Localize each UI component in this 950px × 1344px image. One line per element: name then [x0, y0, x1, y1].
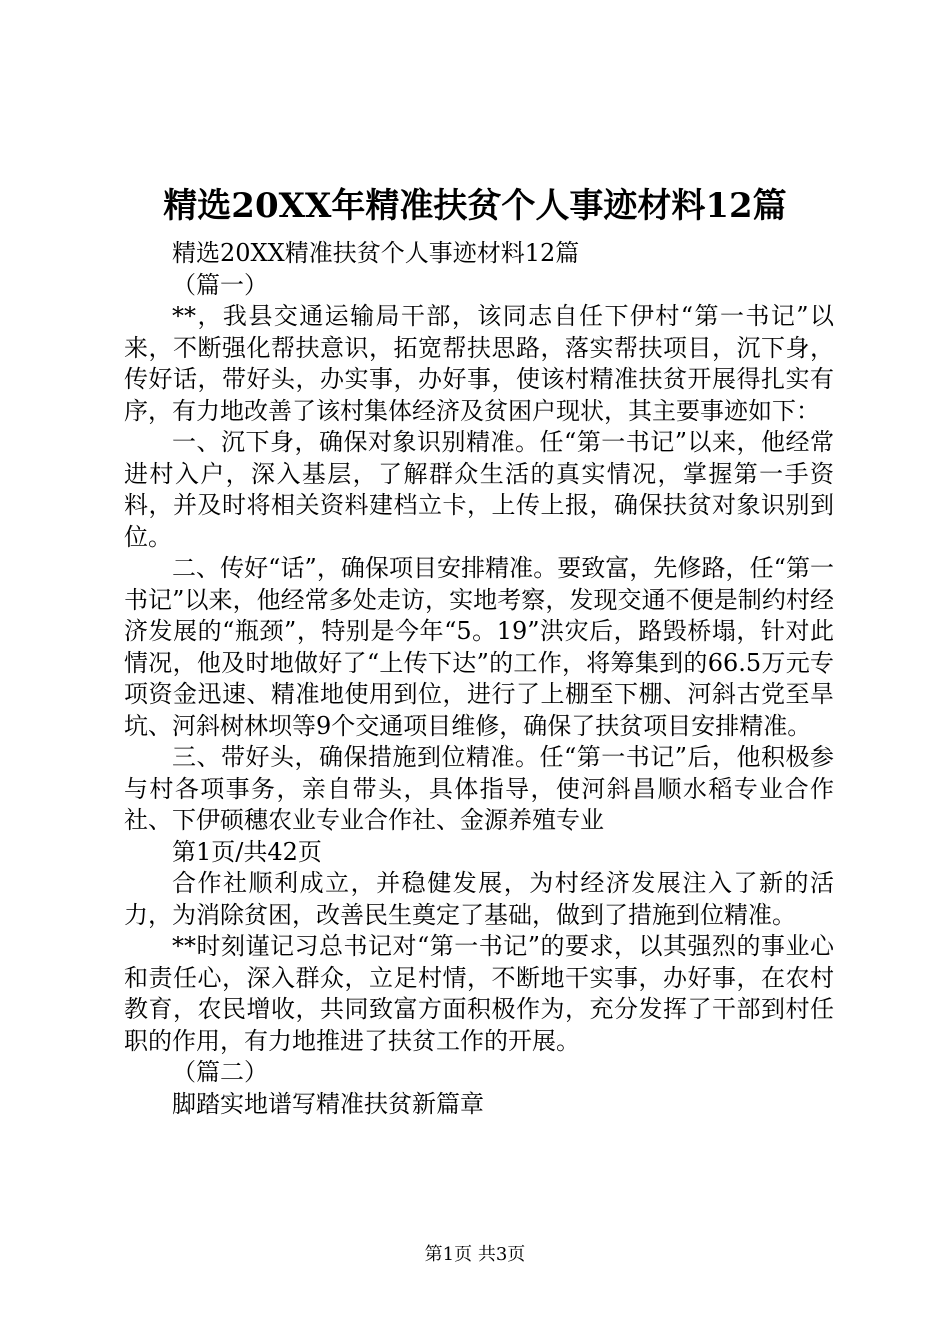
subtitle-paragraph: 精选20XX精准扶贫个人事迹材料12篇 [172, 239, 580, 267]
body-paragraph: 三、带好头，确保措施到位精准。任“第一书记”后，他积极参与村各项事务，亲自带头，具体指导，使河斜昌顺水稻专业合作社、下伊硕穗农业专业合作社、金源养殖专业 [124, 743, 834, 834]
section-label: （篇一） [172, 270, 268, 299]
inline-page-marker: 第1页/共42页 [172, 837, 322, 866]
section-label: （篇二） [172, 1058, 268, 1086]
document-title: 精选20XX年精准扶贫个人事迹材料12篇 [163, 186, 787, 226]
body-paragraph: **时刻谨记习总书记对“第一书记”的要求，以其强烈的事业心和责任心，深入群众，立足村情，不断地干实事，办好事，在农村教育，农民增收，共同致富方面积极作为，充分发挥了干部到村任职的作用，有力地推进了扶贫工作的开展。 [124, 932, 834, 1055]
body-paragraph: **，我县交通运输局干部，该同志自任下伊村“第一书记”以来，不断强化帮扶意识，拓宽帮扶思路，落实帮扶项目，沉下身，传好话，带好头，办实事，办好事，使该村精准扶贫开展得扎实有序，有力地改善了该村集体经济及贫困户现状，其主要事迹如下： [124, 302, 834, 425]
section-heading: 脚踏实地谱写精准扶贫新篇章 [172, 1089, 484, 1118]
body-paragraph: 一、沉下身，确保对象识别精准。任“第一书记”以来，他经常进村入户，深入基层，了解群众生活的真实情况，掌握第一手资料，并及时将相关资料建档立卡，上传上报，确保扶贫对象识别到位。 [124, 428, 834, 551]
document-body [124, 238, 834, 1120]
body-paragraph: 合作社顺利成立，并稳健发展，为村经济发展注入了新的活力，为消除贫困，改善民生奠定了基础，做到了措施到位精准。 [124, 869, 834, 929]
body-paragraph: 二、传好“话”，确保项目安排精准。要致富，先修路，任“第一书记”以来，他经常多处走访，实地考察，发现交通不便是制约村经济发展的“瓶颈”，特别是今年“5。19”洪灾后，路毁桥塌，针对此情况，他及时地做好了“上传下达”的工作，将筹集到的66.5万元专项资金迅速、精准地使用到位，进行了上棚至下棚、河斜古党至旱坑、河斜树林坝等9个交通项目维修，确保了扶贫项目安排精准。 [124, 554, 834, 740]
page-footer: 第1页 共3页 [424, 1244, 526, 1265]
